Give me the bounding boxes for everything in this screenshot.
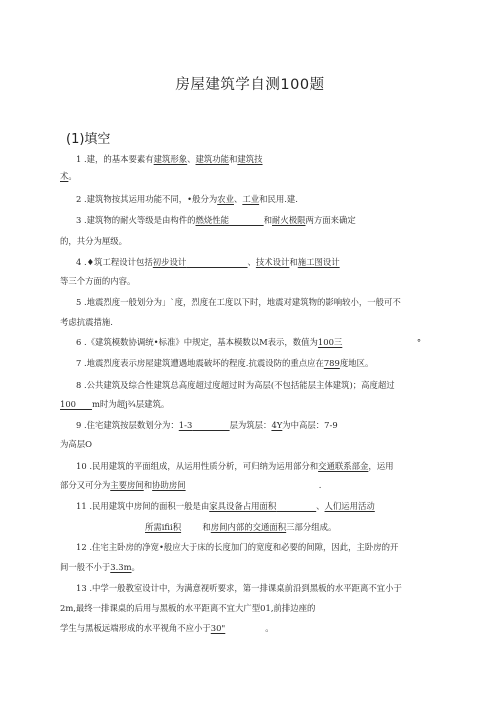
question-8-line-2: 100 m时为超j¾层建筑。 xyxy=(60,399,170,409)
question-12-line-2: 间一般不小于3.3m。 xyxy=(60,562,140,572)
question-5-line-1: 5 .地震烈度一般划分为」`度，烈度在工度以下时，地震对建筑物的影响较小，一般可不 xyxy=(76,297,401,307)
question-1-line-2: 术。 xyxy=(60,171,77,181)
question-9-line-2: 为高层O xyxy=(60,439,92,449)
question-6: 6 .《建筑模数协调统•标准》中规定，基本模数以M表示，数值为100三 ° xyxy=(76,337,422,347)
question-3-line-1: 3 .建筑物的耐火等级是由构件的燃烧性能 和耐火极限两方面来确定 xyxy=(76,215,356,225)
question-12-line-1: 12 .住宅主卧房的净宽•般应大于床的长度加门的宽度和必要的间隙，因此，主卧房的开 xyxy=(76,542,399,552)
question-11-line-1: 11 .民用建筑中房间的面积一般是由家具设备占用面积 、人们运用活动 xyxy=(76,501,375,511)
question-9-line-1: 9 .住宅建筑按层数划分为：1-3 层为筑层：4Y为中高层：7-9 xyxy=(76,420,338,430)
question-10-line-1: 10 .民用建筑的平面组成，从运用性质分析，可归纳为运用部分和交通联系部金，运用 xyxy=(76,461,394,471)
question-1-line-1: 1 .建，的基本要素有建筑形象、建筑功能和建筑技 xyxy=(76,154,263,164)
question-4-line-2: 等三个方面的内容。 xyxy=(60,276,136,286)
page-title: 房屋建筑学自测100题 xyxy=(175,77,325,93)
question-4-line-1: 4 .♦筑工程设计包括初步设计 、技术设计和施工图设计 xyxy=(76,257,340,267)
section-heading: (1)填空 xyxy=(66,132,111,147)
question-13-line-1: 13 .中学一般教室设计中，为满意视听要求，第一排课桌前沿到黑板的水平距离不宜小于 xyxy=(76,583,402,593)
question-8-line-1: 8 .公共建筑及综合性建筑总高度超过度超过时为高层(不包括能层主体建筑)；高度超过 xyxy=(76,380,395,390)
question-3-line-2: 的，共分为厘级。 xyxy=(60,236,127,246)
question-10-line-2: 部分又可分为主要房间和协助房间 . xyxy=(60,480,322,490)
question-13-line-3: 学生与黑板远端形成的水平视角不应小于30" 。 xyxy=(60,623,274,633)
question-5-line-2: 考虑抗震措施. xyxy=(60,317,113,327)
question-2: 2 .建筑物按其运用功能不同，•般分为农业、工业和民用.建. xyxy=(76,194,298,204)
question-13-line-2: 2m,最终一排课桌的后用与黑板的水平距离不宜大广型01,前排边座的 xyxy=(60,603,316,613)
question-7: 7 .地震烈度表示房屋建筑遭遇地震破坏的程度.抗震设防的重点应在789度地区。 xyxy=(76,358,374,368)
question-11-line-2: 所需ifii积 和房间内部的交通面积三部分组成。 xyxy=(145,522,337,532)
